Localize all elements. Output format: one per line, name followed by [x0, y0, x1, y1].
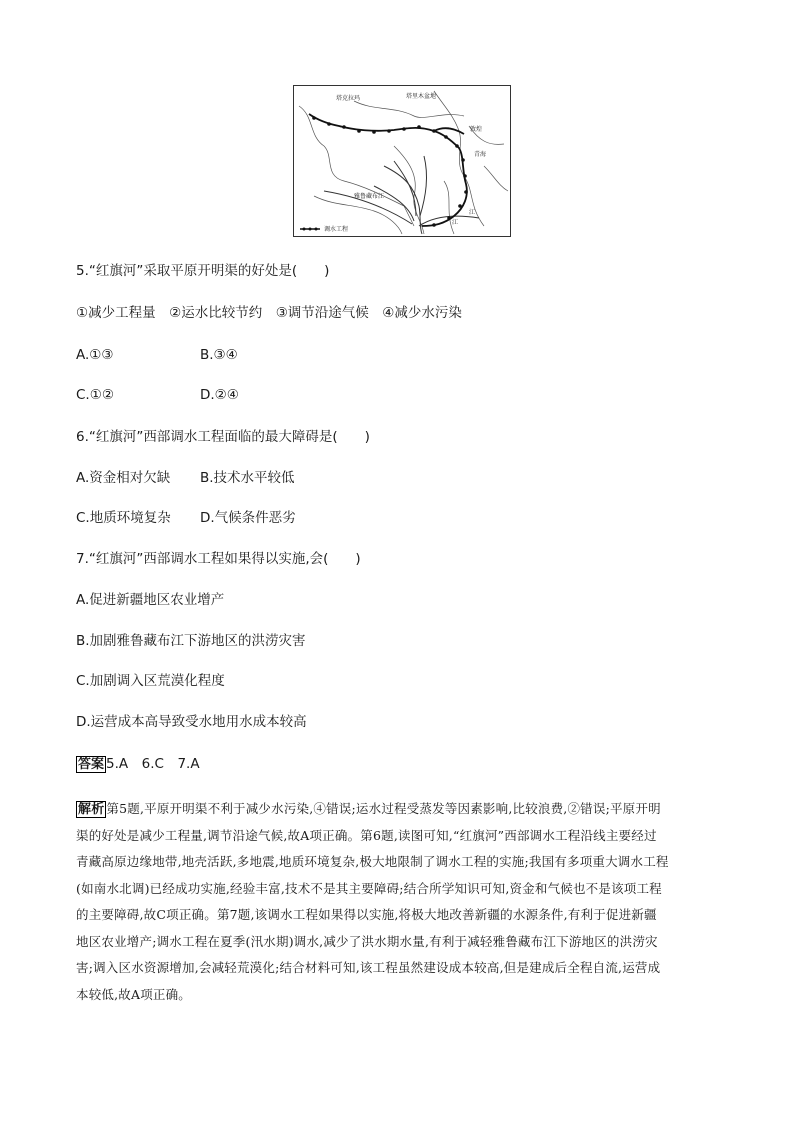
q7-option-c: C.加剧调入区荒漠化程度	[76, 673, 225, 689]
analysis-block	[76, 796, 722, 1008]
q7-stem: 7.“红旗河”西部调水工程如果得以实施,会( )	[76, 551, 361, 567]
map-label-jiang-1: 江	[469, 209, 476, 216]
q6-option-row-2	[76, 509, 296, 527]
q5-option-a: A.①③	[76, 347, 114, 363]
q6-option-d: D.气候条件恶劣	[200, 510, 296, 526]
analysis-tag: 解析	[78, 802, 105, 817]
map-legend-symbol	[300, 228, 320, 231]
analysis-line-8: 本较低,故A项正确。	[76, 986, 192, 1002]
answer-tag: 答案	[78, 757, 105, 772]
map-label-dunhuang: 敦煌	[470, 126, 483, 133]
map-legend-label: 调水工程	[324, 226, 349, 233]
q6-stem: 6.“红旗河”西部调水工程面临的最大障碍是( )	[76, 429, 370, 445]
analysis-line-5: 的主要障碍,故C项正确。第7题,该调水工程如果得以实施,将极大地改善新疆的水源条件,有利于促进新疆	[76, 907, 657, 922]
q6-option-row-1	[76, 469, 295, 487]
analysis-line-7: 害;调入区水资源增加,会减轻荒漠化;结合材料可知,该工程虽然建设成本较高,但是建成后全程自流,运营成	[76, 960, 661, 975]
q5-option-b: B.③④	[200, 347, 238, 363]
q5-option-c: C.①②	[76, 387, 114, 403]
map-label-taklamakan: 塔克拉玛	[336, 95, 361, 102]
q5-items: ①减少工程量 ②运水比较节约 ③调节沿途气候 ④减少水污染	[76, 305, 462, 321]
route-map-svg	[294, 86, 510, 236]
analysis-line-3: 青藏高原边缘地带,地壳活跃,多地震,地质环境复杂,极大地限制了调水工程的实施;我国有多项重大调水工程	[76, 854, 669, 869]
analysis-line-6: 地区农业增产;调水工程在夏季(汛水期)调水,减少了洪水期水量,有利于减轻雅鲁藏布江下游地区的洪涝灾	[76, 933, 658, 949]
q5-option-row-2	[76, 386, 239, 404]
q7-option-a: A.促进新疆地区农业增产	[76, 592, 225, 608]
route-map-figure	[293, 85, 511, 237]
q6-option-a: A.资金相对欠缺	[76, 470, 171, 486]
q5-option-row-1	[76, 346, 238, 364]
map-label-yarlung: 雅鲁藏布江	[354, 193, 385, 200]
q5-option-d: D.②④	[200, 387, 239, 403]
map-label-tarim: 塔里木盆地	[406, 93, 437, 100]
analysis-line-4: (如南水北调)已经成功实施,经验丰富,技术不是其主要障碍;结合所学知识可知,资金和气候也不是该项工程	[76, 880, 662, 896]
q7-option-d: D.运营成本高导致受水地用水成本较高	[76, 714, 307, 730]
answer-text: 5.A 6.C 7.A	[106, 756, 200, 772]
analysis-line-2: 渠的好处是减少工程量,调节沿途气候,故A项正确。第6题,读图可知,“红旗河”西部调水工程沿线主要经过	[76, 827, 657, 843]
map-label-jiang-2: 江	[452, 219, 459, 226]
q6-option-c: C.地质环境复杂	[76, 510, 171, 526]
map-label-qinghai: 青海	[474, 151, 487, 158]
q7-option-b: B.加剧雅鲁藏布江下游地区的洪涝灾害	[76, 633, 306, 649]
q5-stem: 5.“红旗河”采取平原开明渠的好处是( )	[76, 263, 330, 279]
q6-option-b: B.技术水平较低	[200, 470, 295, 486]
answer-row	[76, 755, 200, 773]
analysis-line-1	[76, 796, 722, 823]
analysis-text: 第5题,平原开明渠不利于减少水污染,④错误;运水过程受蒸发等因素影响,比较浪费,②错误;平原开明	[106, 801, 661, 816]
